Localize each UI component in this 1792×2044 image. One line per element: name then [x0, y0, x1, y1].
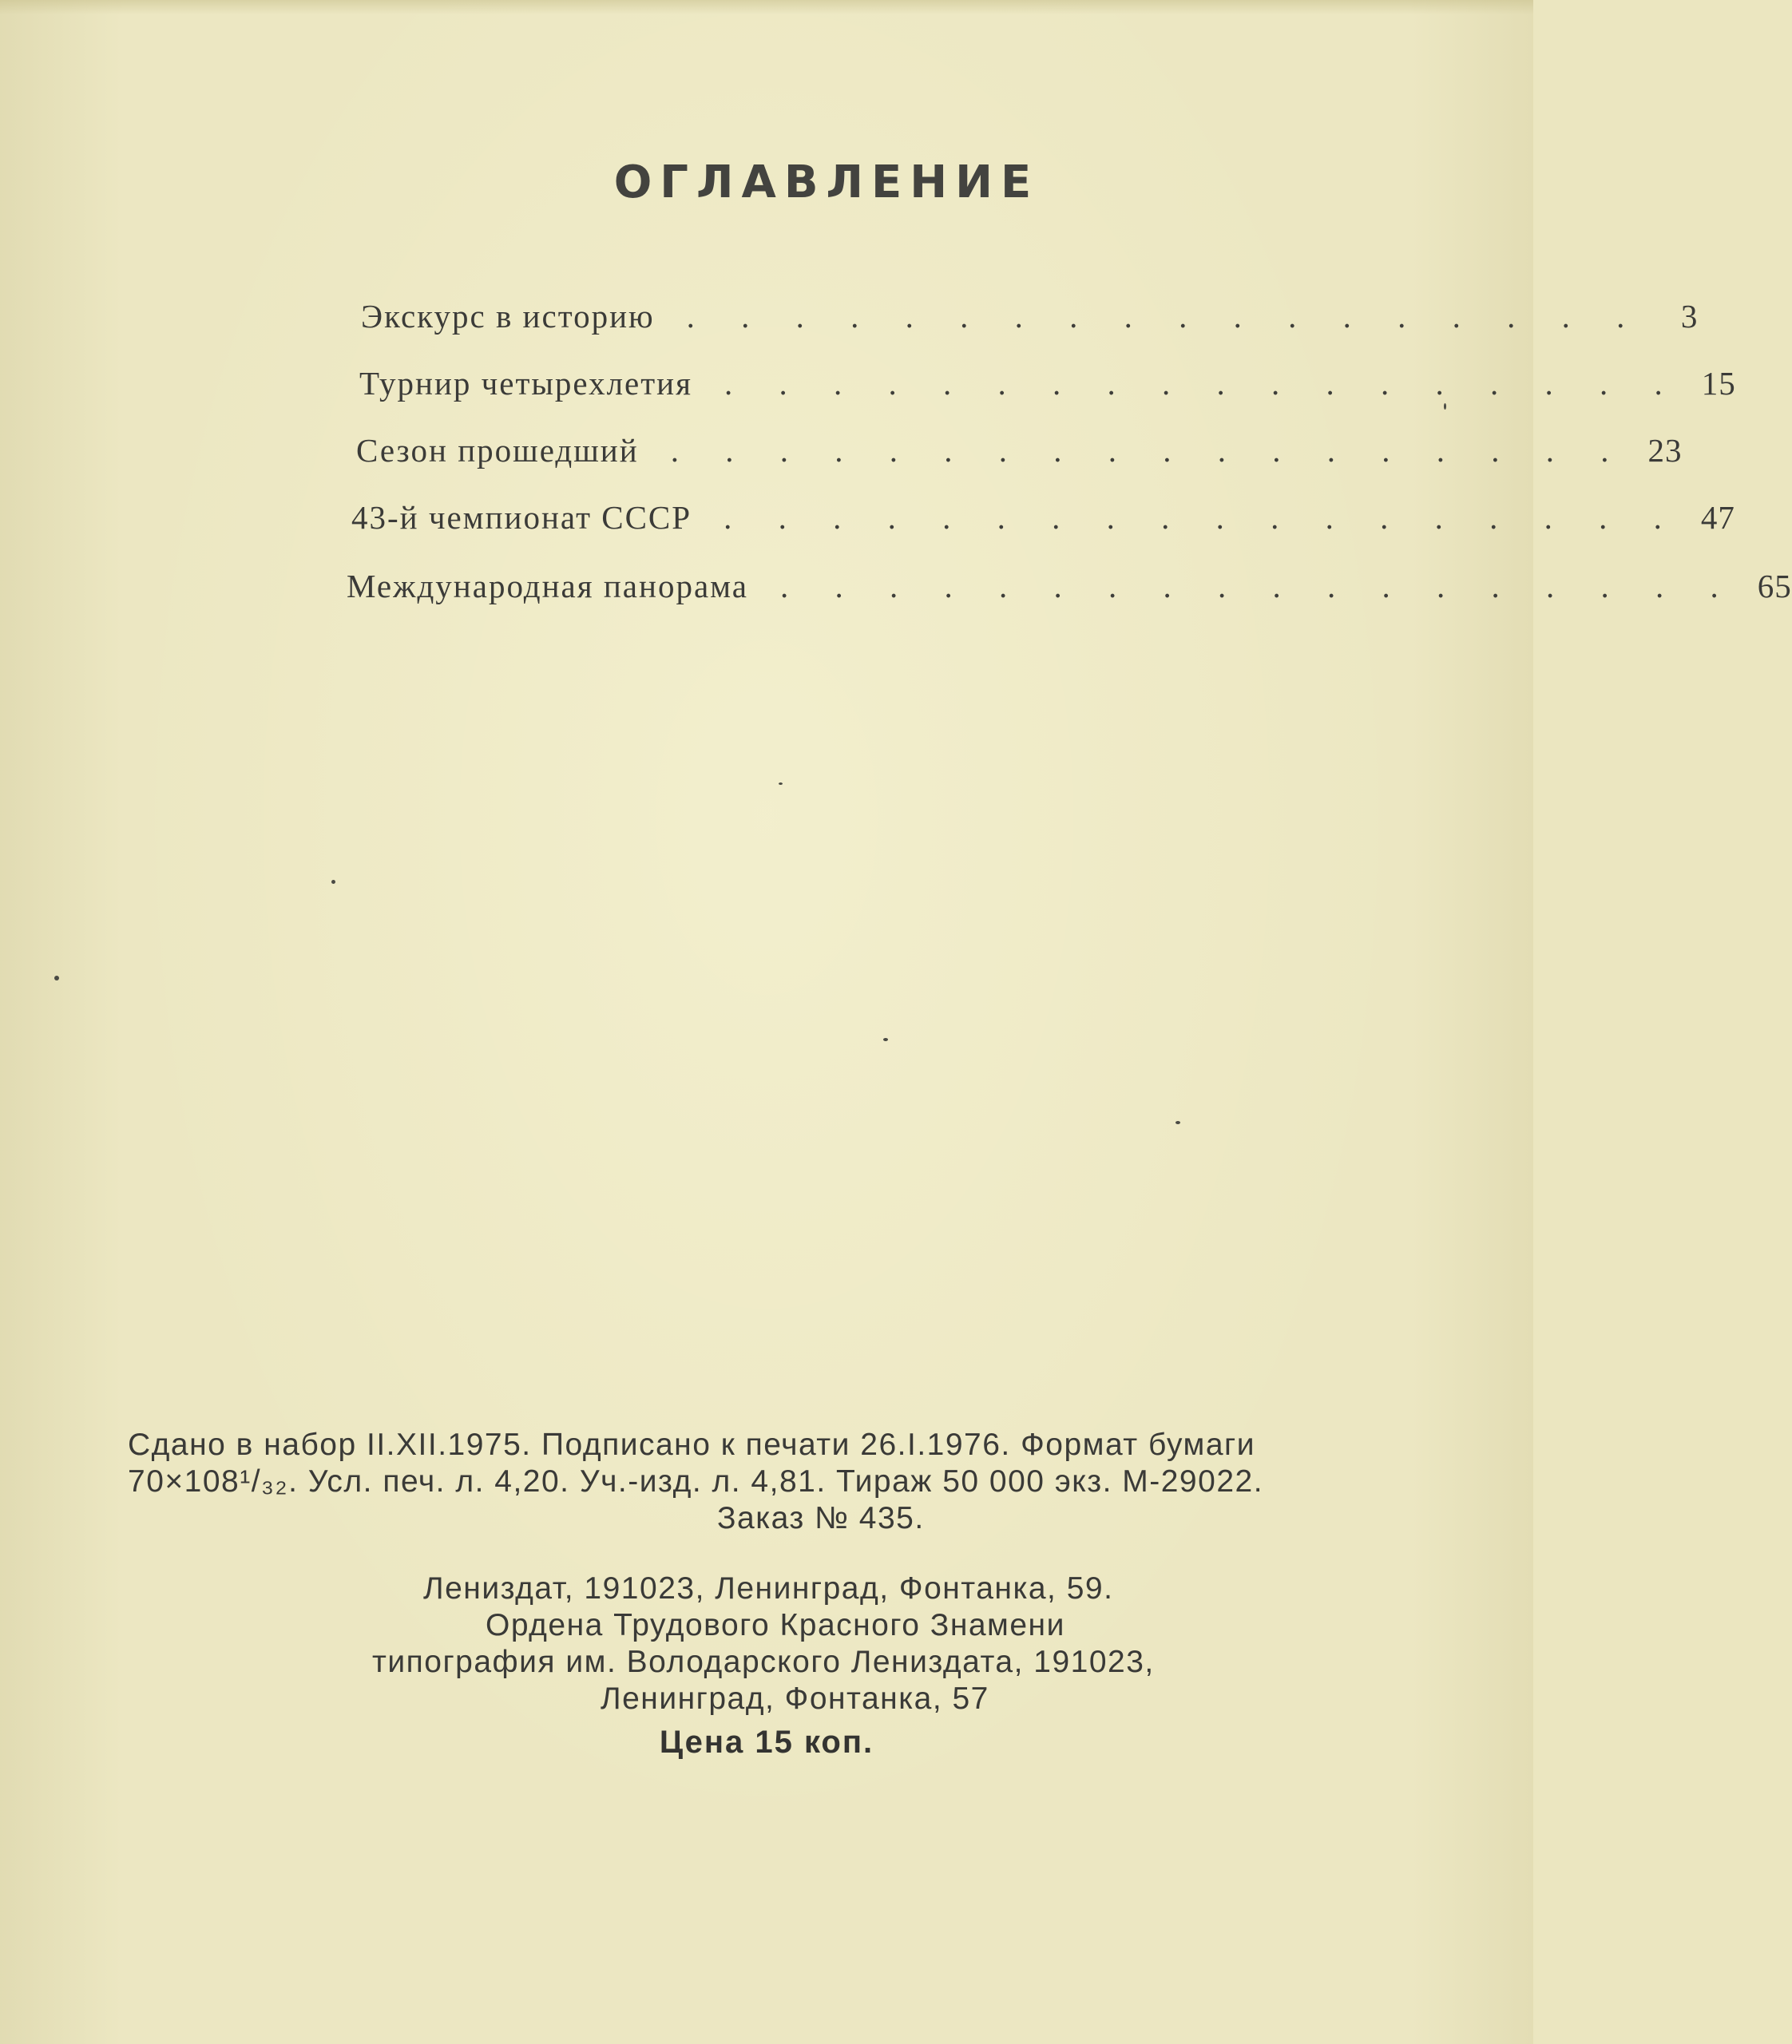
toc-entry — [361, 297, 1699, 348]
imprint-line: Лениздат, 191023, Ленинград, Фонтанка, 59. — [423, 1571, 1114, 1606]
toc-entry-label: 43-й чемпионат СССР — [351, 499, 692, 536]
toc-entry — [347, 567, 1792, 618]
toc-leader-dots: . . . . . . . . . . . . . . . . . . — [686, 298, 1644, 335]
toc-entry — [356, 431, 1683, 482]
toc-entry-page: 15 — [1701, 365, 1736, 402]
toc-entry-page: 65 — [1757, 568, 1792, 604]
paper-speck — [331, 880, 335, 884]
paper-speck — [883, 1038, 888, 1041]
imprint-line: Ленинград, Фонтанка, 57 — [601, 1682, 989, 1716]
toc-entry — [359, 364, 1736, 415]
imprint-line: типография им. Володарского Лениздата, 191023, — [372, 1645, 1155, 1679]
price-label: Цена 15 коп. — [659, 1725, 874, 1760]
imprint-line: 70×108¹/₃₂. Усл. печ. л. 4,20. Уч.-изд. л. 4,81. Тираж 50 000 экз. М-29022. — [128, 1464, 1264, 1499]
toc-entry-label: Экскурс в историю — [361, 298, 655, 335]
paper-speck — [1176, 1121, 1180, 1124]
toc-entry-page: 3 — [1680, 298, 1699, 335]
imprint-line: Ордена Трудового Красного Знамени — [486, 1608, 1065, 1642]
imprint-line: Сдано в набор II.XII.1975. Подписано к печати 26.I.1976. Формат бумаги — [128, 1428, 1256, 1462]
toc-leader-dots: . . . . . . . . . . . . . . . . . . — [670, 432, 1628, 469]
toc-leader-dots: . . . . . . . . . . . . . . . . . . — [780, 568, 1738, 604]
paper-speck — [779, 782, 783, 785]
toc-entry-label: Международная панорама — [347, 568, 749, 604]
toc-entry-page: 47 — [1700, 499, 1735, 536]
toc-title: ОГЛАВЛЕНИЕ — [613, 156, 1040, 208]
toc-entry — [351, 498, 1735, 549]
imprint-line: Заказ № 435. — [717, 1501, 925, 1535]
paper-speck — [54, 976, 59, 980]
toc-entry-label: Сезон прошедший — [356, 432, 639, 469]
toc-leader-dots: . . . . . . . . . . . . . . . . . . — [724, 365, 1682, 402]
page-edge — [0, 0, 1533, 14]
toc-entry-label: Турнир четырехлетия — [359, 365, 692, 402]
paper-speck — [1444, 403, 1446, 410]
toc-entry-page: 23 — [1647, 432, 1683, 469]
toc-leader-dots: . . . . . . . . . . . . . . . . . . — [724, 499, 1681, 536]
